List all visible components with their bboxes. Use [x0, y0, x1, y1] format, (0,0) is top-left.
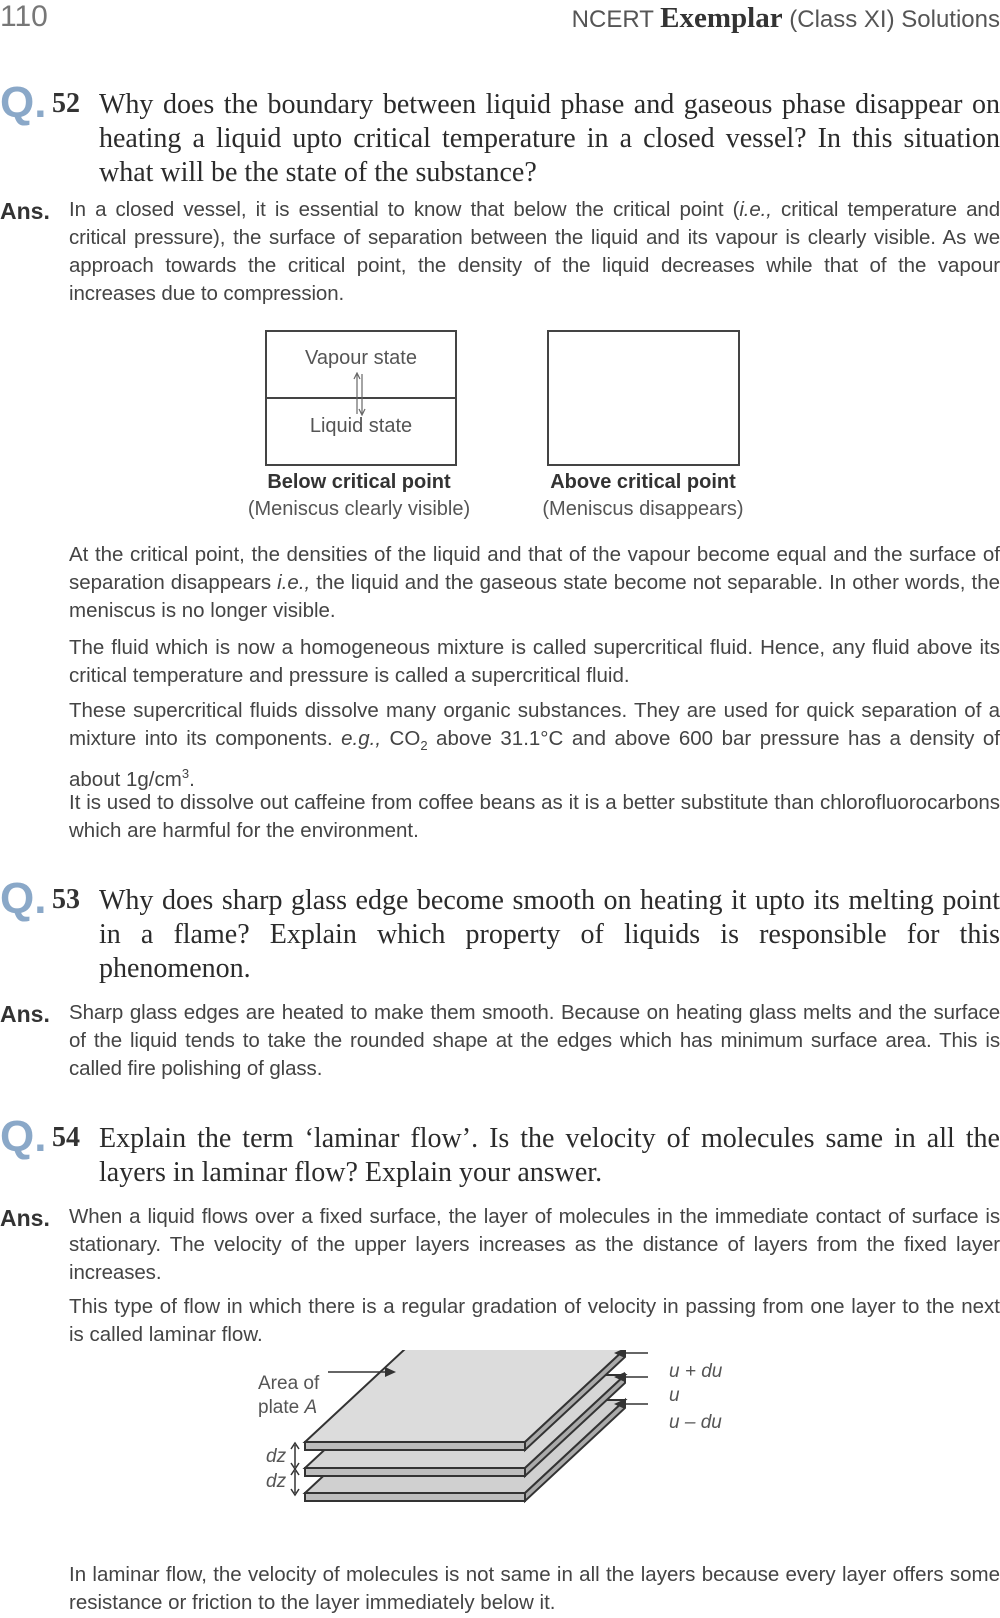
- evaporation-arrows: [350, 372, 370, 416]
- caption-above-critical: [520, 469, 766, 523]
- question-text-54: Explain the term ‘laminar flow’. Is the velocity of molecules same in all the layers in laminar flow? Explain your answer.: [99, 1123, 1000, 1188]
- liquid-state-label: Liquid state: [309, 415, 413, 437]
- question-text-53: Why does sharp glass edge become smooth on heating it upto its melting point in a flame? Explain which property of liquids is responsible for this phenomenon.: [99, 885, 1000, 984]
- answer-52: [0, 196, 1000, 308]
- velocity-top-label: u + du: [669, 1361, 723, 1382]
- book-title: [572, 2, 1000, 35]
- question-number-52: 52: [52, 88, 80, 119]
- page-number: 110: [0, 0, 48, 33]
- velocity-mid-label: u: [669, 1385, 680, 1406]
- answer-54-paragraph-2: This type of flow in which there is a regular gradation of velocity in passing from one layer to the next is called laminar flow.: [69, 1295, 1000, 1346]
- answer-53: [0, 999, 1000, 1083]
- caption-below-critical: [235, 469, 483, 523]
- dz-label-2: dz: [266, 1471, 287, 1492]
- question-mark-53: Q.: [0, 874, 47, 923]
- velocity-bottom-label: u – du: [669, 1412, 722, 1433]
- question-mark-54: Q.: [0, 1112, 47, 1161]
- answer-52-paragraph-5: It is used to dissolve out caffeine from coffee beans as it is a better substitute than chlorofluorocarbons which are harmful for the environment.: [69, 791, 1000, 842]
- answer-label-54: Ans.: [0, 1205, 50, 1231]
- question-mark-52: Q.: [0, 78, 47, 127]
- answer-54-paragraph-1: When a liquid flows over a fixed surface, the layer of molecules in the immediate contact of surface is stationary. The velocity of the upper layers increases as the distance of layers from the fixed layer increases.: [69, 1205, 1000, 1284]
- vessel-above-critical: [547, 330, 740, 466]
- answer-54: [0, 1203, 1000, 1287]
- answer-54-paragraph-3: In laminar flow, the velocity of molecules is not same in all the layers because every layer offers some resistance or friction to the layer immediately below it.: [69, 1563, 1000, 1614]
- question-53: [0, 874, 1000, 986]
- question-text-52: Why does the boundary between liquid phase and gaseous phase disappear on heating a liquid upto critical temperature in a closed vessel? In this situation what will be the state of the substance?: [99, 89, 1000, 188]
- caption-above-critical-title: Above critical point: [550, 471, 736, 493]
- answer-label-53: Ans.: [0, 1001, 50, 1027]
- answer-label-52: Ans.: [0, 198, 50, 224]
- question-54: [0, 1112, 1000, 1190]
- answer-52-paragraph-1: In a closed vessel, it is essential to know that below the critical point (i.e., critical temperature and critical pressure), the surface of separation between the liquid and its vapour is clearly visible. As we approach towards the critical point, the density of the liquid decreases while that of the vapour increases due to compression.: [69, 198, 1000, 305]
- book-title-prefix: NCERT: [571, 6, 654, 33]
- dz-label-1: dz: [266, 1446, 287, 1467]
- answer-53-paragraph-1: Sharp glass edges are heated to make them smooth. Because on heating glass melts and the surface of the liquid tends to take the rounded shape at the edges which has minimum surface area. This is called fire polishing of glass.: [69, 1001, 1000, 1080]
- question-number-53: 53: [52, 884, 80, 915]
- area-of-plate-label: Area of plate A: [258, 1373, 320, 1418]
- vapour-state-label: Vapour state: [305, 347, 417, 369]
- question-number-54: 54: [52, 1122, 80, 1153]
- answer-52-paragraph-4: These supercritical fluids dissolve many organic substances. They are used for quick separation of a mixture into its components. e.g., $CO_2$ above 31.1°C and above 600 bar pressure has a density of about $1g/cm^3$.: [69, 699, 1000, 791]
- book-title-bold: Exemplar: [660, 2, 783, 34]
- caption-above-critical-note: (Meniscus disappears): [542, 498, 744, 520]
- book-title-suffix: (Class XI) Solutions: [789, 6, 1000, 33]
- caption-below-critical-note: (Meniscus clearly visible): [247, 498, 471, 520]
- answer-52-paragraph-2: At the critical point, the densities of the liquid and that of the vapour become equal and the surface of separation disappears i.e., the liquid and the gaseous state become not separable. In other words, the meniscus is no longer visible.: [69, 543, 1000, 622]
- answer-52-paragraph-3: The fluid which is now a homogeneous mixture is called supercritical fluid. Hence, any fluid above its critical temperature and pressure is called a supercritical fluid.: [69, 636, 1000, 687]
- question-52: [0, 78, 1000, 190]
- caption-below-critical-title: Below critical point: [267, 471, 451, 493]
